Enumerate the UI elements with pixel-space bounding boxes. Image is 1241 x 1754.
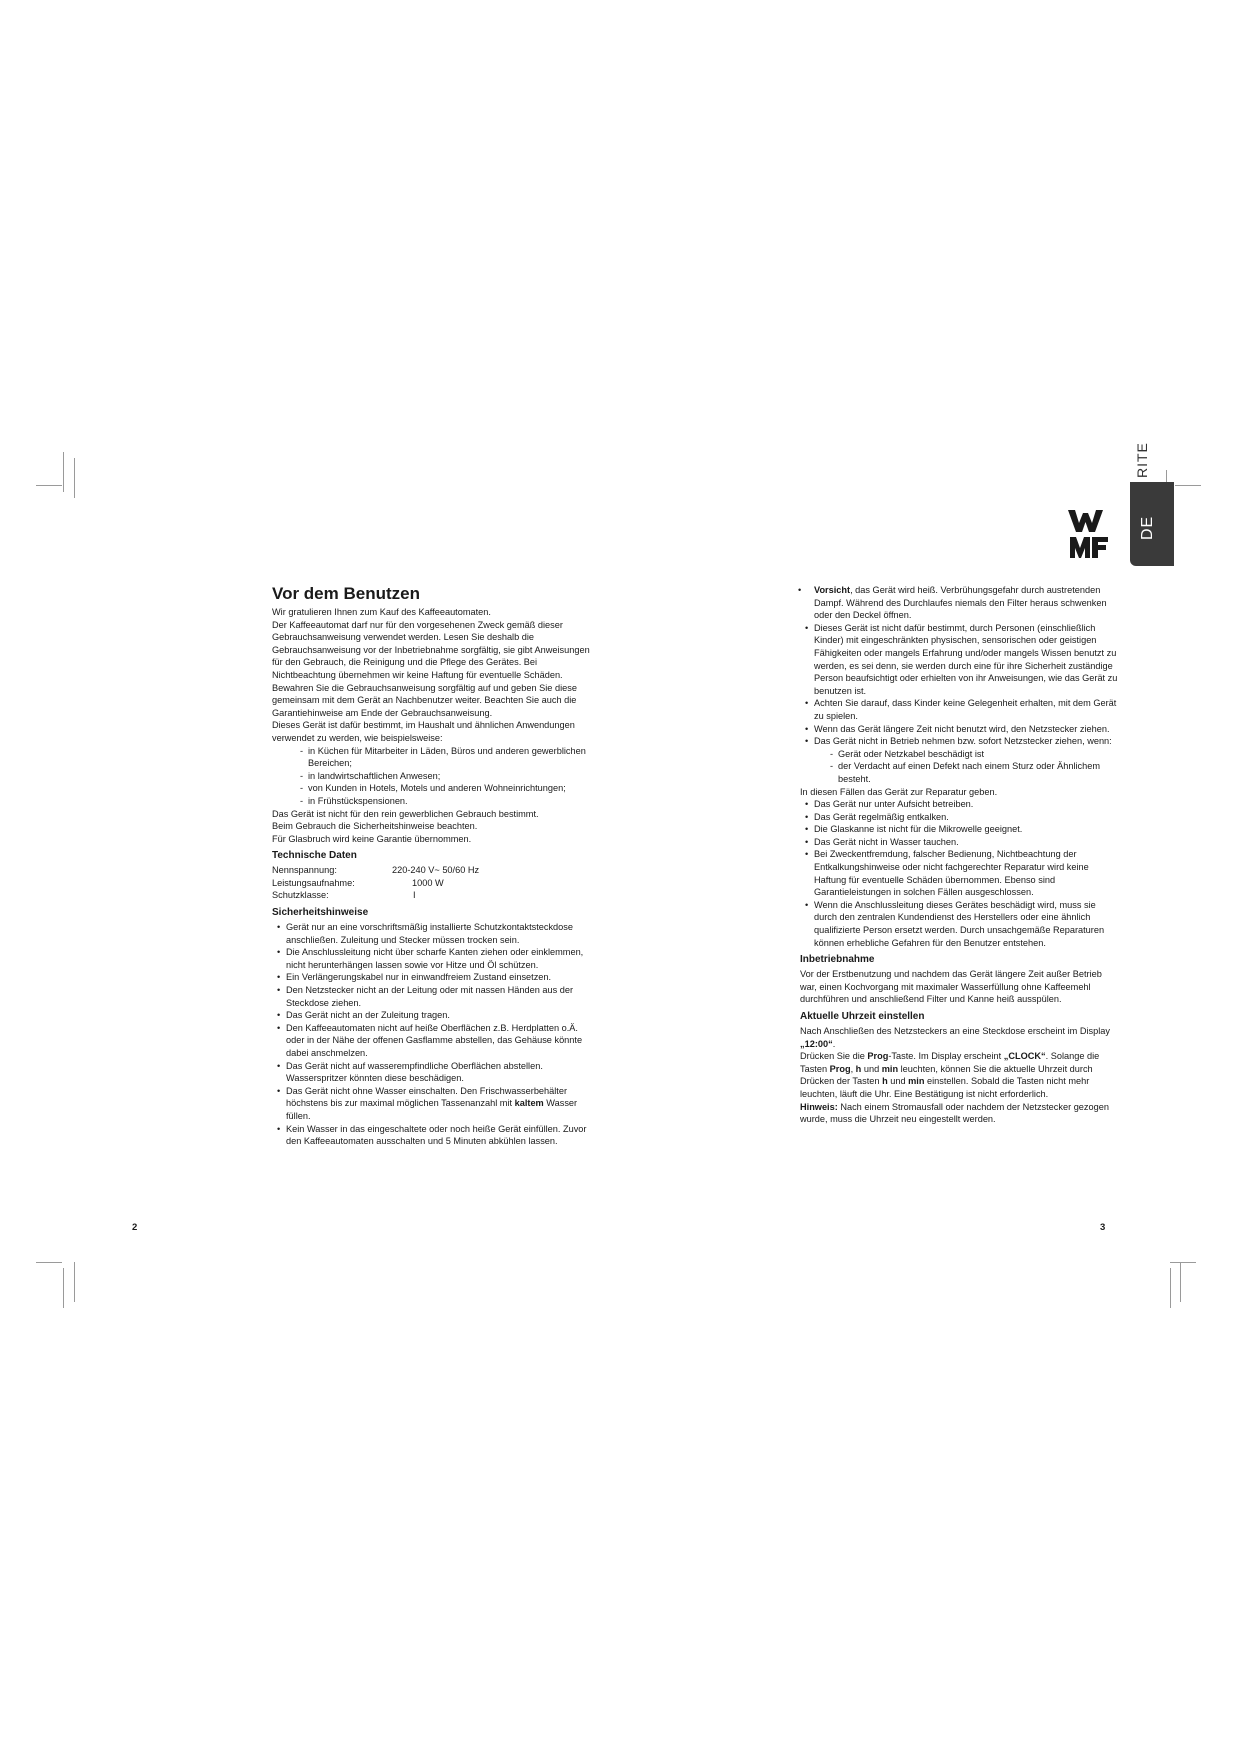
intro-paragraph: Wir gratulieren Ihnen zum Kauf des Kaffeeautomaten.	[272, 607, 491, 617]
spec-row	[272, 864, 590, 877]
list-item: • Den Netzstecker nicht an der Leitung oder mit nassen Händen aus der Steckdose ziehen.	[272, 984, 590, 1009]
text-run: Nach einem Stromausfall oder nachdem der Netzstecker gezogen wurde, muss die Uhrzeit neu eingestellt werden.	[800, 1101, 1109, 1125]
text-run: Das Gerät nicht ohne Wasser einschalten. Den Frischwasserbehälter höchstens bis zur maximal möglichen Tassenanzahl mit	[286, 1085, 568, 1109]
spec-row	[272, 889, 590, 902]
text-run: Wasser füllen.	[286, 1098, 578, 1121]
text-run: leuchten, können Sie die aktuelle Uhrzeit durch Drücken der Tasten	[800, 1063, 1093, 1087]
defect-list	[828, 748, 1118, 786]
list-item: • Das Gerät regelmäßig entkalken.	[800, 811, 1118, 824]
list-item: • Die Anschlussleitung nicht über scharfe Kanten ziehen oder einklemmen, nicht herunterhängen lassen sowie vor Hitze und Öl schützen.	[272, 946, 590, 971]
list-item: • Das Gerät nur unter Aufsicht betreiben.	[800, 798, 1118, 811]
spec-label: Schutzklasse:	[272, 890, 329, 901]
list-item	[800, 735, 1118, 785]
language-tab	[1130, 482, 1174, 566]
text-run: Drücken Sie die	[800, 1051, 868, 1062]
spec-label: Leistungsaufnahme:	[272, 877, 355, 888]
text-run: Das Gerät nicht in Betrieb nehmen bzw. sofort Netzstecker ziehen, wenn:	[814, 736, 1112, 747]
text-run-bold: min	[881, 1063, 899, 1074]
list-item: • Das Gerät nicht auf wasserempfindliche Oberflächen abstellen. Wasserspritzer könnten diese beschädigen.	[272, 1060, 590, 1085]
spec-value: 220-240 V~ 50/60 Hz	[392, 865, 480, 876]
list-item: - der Verdacht auf einen Defekt nach einem Sturz oder Ähnlichem besteht.	[828, 760, 1118, 785]
outro-line: Beim Gebrauch die Sicherheitshinweise beachten.	[272, 821, 478, 832]
list-item: • Kein Wasser in das eingeschaltete oder noch heiße Gerät einfüllen. Zuvor den Kaffeeautomaten ausschalten und 5 Minuten abkühlen lassen.	[272, 1123, 590, 1148]
spec-value: 1000 W	[412, 877, 444, 888]
left-page-content	[272, 584, 590, 1148]
list-item	[272, 1085, 590, 1123]
list-item: - in landwirtschaftlichen Anwesen;	[298, 770, 590, 783]
wmf-logo	[1068, 510, 1110, 558]
text-run: -Taste. Im Display erscheint	[888, 1051, 1004, 1062]
list-item: - in Küchen für Mitarbeiter in Läden, Büros und anderen gewerblichen Bereichen;	[298, 745, 590, 770]
text-run: Nach Anschließen des Netzsteckers an eine Steckdose erscheint im Display	[800, 1026, 1110, 1036]
list-item: • Bei Zweckentfremdung, falscher Bedienung, Nichtbeachtung der Entkalkungshinweise oder nicht fachgerechter Reparatur wird keine Haftung für eventuelle Schäden übernommen. Ebenso sind Garantieleistungen in solchen Fällen ausgeschlossen.	[800, 848, 1118, 898]
time-paragraph	[800, 1025, 1118, 1050]
text-run: . Solange die Tasten	[800, 1051, 1100, 1074]
list-item: - von Kunden in Hotels, Motels und anderen Wohneinrichtungen;	[298, 782, 590, 795]
outro-line: Für Glasbruch wird keine Garantie übernommen.	[272, 833, 472, 844]
text-run-bold: min	[908, 1076, 925, 1087]
text-run-bold: Prog	[867, 1051, 889, 1062]
brand-edge-text: RITE	[1134, 442, 1150, 478]
outro-line: Das Gerät ist nicht für den rein gewerblichen Gebrauch bestimmt.	[272, 808, 539, 819]
page-title: Vor dem Benutzen	[272, 584, 420, 603]
text-run: und	[887, 1076, 909, 1087]
intro-paragraph: Der Kaffeeautomat darf nur für den vorgesehenen Zweck gemäß dieser Gebrauchsanweisung verwendet werden. Lesen Sie deshalb die Gebrauchsanweisung vor der Inbetriebnahme sorgfältig, sie gibt Anweisungen für den Gebrauch, die Reinigung und die Pflege des Gerätes. Bei Nichtbeachtung übernehmen wir keine Haftung für eventuelle Schäden. Bewahren Sie die Gebrauchsanweisung sorgfältig auf und geben Sie diese gemeinsam mit dem Gerät an Nachbenutzer weiter. Beachten Sie auch die Garantiehinweise am Ende der Gebrauchsanweisung.	[272, 619, 590, 718]
start-paragraph: Vor der Erstbenutzung und nachdem das Gerät längere Zeit außer Betrieb war, einen Kochvorgang mit maximaler Wasserfüllung ohne Kaffeemehl durchführen und anschließend Filter und Kanne heiß ausspülen.	[800, 969, 1102, 1005]
text-run-bold: Hinweis:	[800, 1101, 838, 1112]
list-item: • Das Gerät nicht in Wasser tauchen.	[800, 836, 1118, 849]
list-item: - Gerät oder Netzkabel beschädigt ist	[828, 748, 1118, 761]
text-run-bold: kaltem	[514, 1098, 544, 1109]
text-run-bold: „12:00“	[800, 1038, 833, 1049]
hint-paragraph	[800, 1101, 1118, 1126]
spec-label: Nennspannung:	[272, 865, 337, 876]
care-list	[800, 798, 1118, 949]
page-number-left: 2	[132, 1222, 138, 1233]
repair-note: In diesen Fällen das Gerät zur Reparatur geben.	[800, 786, 998, 797]
text-run: einstellen. Sobald die Tasten nicht mehr leuchten, läuft die Uhr. Eine Bestätigung ist nicht erforderlich.	[800, 1076, 1090, 1099]
use-list	[298, 745, 590, 808]
text-run-bold: Prog	[829, 1063, 851, 1074]
text-run-bold: h	[882, 1076, 888, 1087]
text-run-bold: „CLOCK“	[1003, 1051, 1046, 1062]
list-item: - in Frühstückspensionen.	[298, 795, 590, 808]
safety-list	[272, 921, 590, 1148]
start-heading: Inbetriebnahme	[800, 954, 875, 966]
list-item: • Ein Verlängerungskabel nur in einwandfreiem Zustand einsetzen.	[272, 971, 590, 984]
spec-value: I	[413, 890, 416, 901]
list-item: • Den Kaffeeautomaten nicht auf heiße Oberflächen z.B. Herdplatten o.Ä. oder in der Nähe der offenen Gasflamme abstellen, das Gehäuse könnte dabei anschmelzen.	[272, 1022, 590, 1060]
list-item: • Wenn das Gerät längere Zeit nicht benutzt wird, den Netzstecker ziehen.	[800, 723, 1118, 736]
list-item: • Gerät nur an eine vorschriftsmäßig installierte Schutzkontaktsteckdose anschließen. Zuleitung und Stecker müssen trocken sein.	[272, 921, 590, 946]
warning-list	[800, 584, 1118, 786]
list-item: • Achten Sie darauf, dass Kinder keine Gelegenheit erhalten, mit dem Gerät zu spielen.	[800, 697, 1118, 722]
text-run: , das Gerät wird heiß. Verbrühungsgefahr durch austretenden Dampf. Während des Durchlaufes niemals den Filter heraus schwenken oder den Deckel öffnen.	[814, 585, 1107, 621]
spec-row	[272, 877, 590, 890]
text-run: .	[832, 1038, 836, 1049]
tech-heading: Technische Daten	[272, 850, 357, 862]
time-heading: Aktuelle Uhrzeit einstellen	[800, 1011, 925, 1022]
text-run-bold: h	[855, 1063, 862, 1074]
list-item: • Die Glaskanne ist nicht für die Mikrowelle geeignet.	[800, 823, 1118, 836]
list-item: • Wenn die Anschlussleitung dieses Gerätes beschädigt wird, muss sie durch den zentralen Kundendienst des Herstellers oder eine ähnlich qualifizierte Person ersetzt werden. Durch unsachgemäße Reparaturen können erhebliche Gefahren für den Benutzer entstehen.	[800, 899, 1118, 949]
text-run-bold: Vorsicht	[814, 585, 851, 595]
right-page-content	[800, 584, 1118, 1126]
safety-heading: Sicherheitshinweise	[272, 907, 369, 919]
language-tab-label: DE	[1139, 515, 1156, 540]
text-run: ,	[850, 1063, 856, 1074]
list-item: • Das Gerät nicht an der Zuleitung tragen.	[272, 1009, 590, 1022]
list-item: • Dieses Gerät ist nicht dafür bestimmt, durch Personen (einschließlich Kinder) mit eingeschränkten physischen, sensorischen oder geistigen Fähigkeiten oder mangels Erfahrung und/oder mangels Wissen benutzt zu werden, es sei denn, sie werden durch eine für ihre Sicherheit zuständige Person beaufsichtigt oder erhielten von ihr Anweisungen, wie das Gerät zu benutzen ist.	[800, 622, 1118, 698]
time-instructions	[800, 1050, 1118, 1100]
intro-paragraph: Dieses Gerät ist dafür bestimmt, im Haushalt und ähnlichen Anwendungen verwendet zu werden, wie beispielsweise:	[272, 720, 575, 743]
list-item	[800, 584, 1118, 622]
page-number-right: 3	[1100, 1222, 1106, 1233]
text-run: und	[861, 1063, 882, 1074]
